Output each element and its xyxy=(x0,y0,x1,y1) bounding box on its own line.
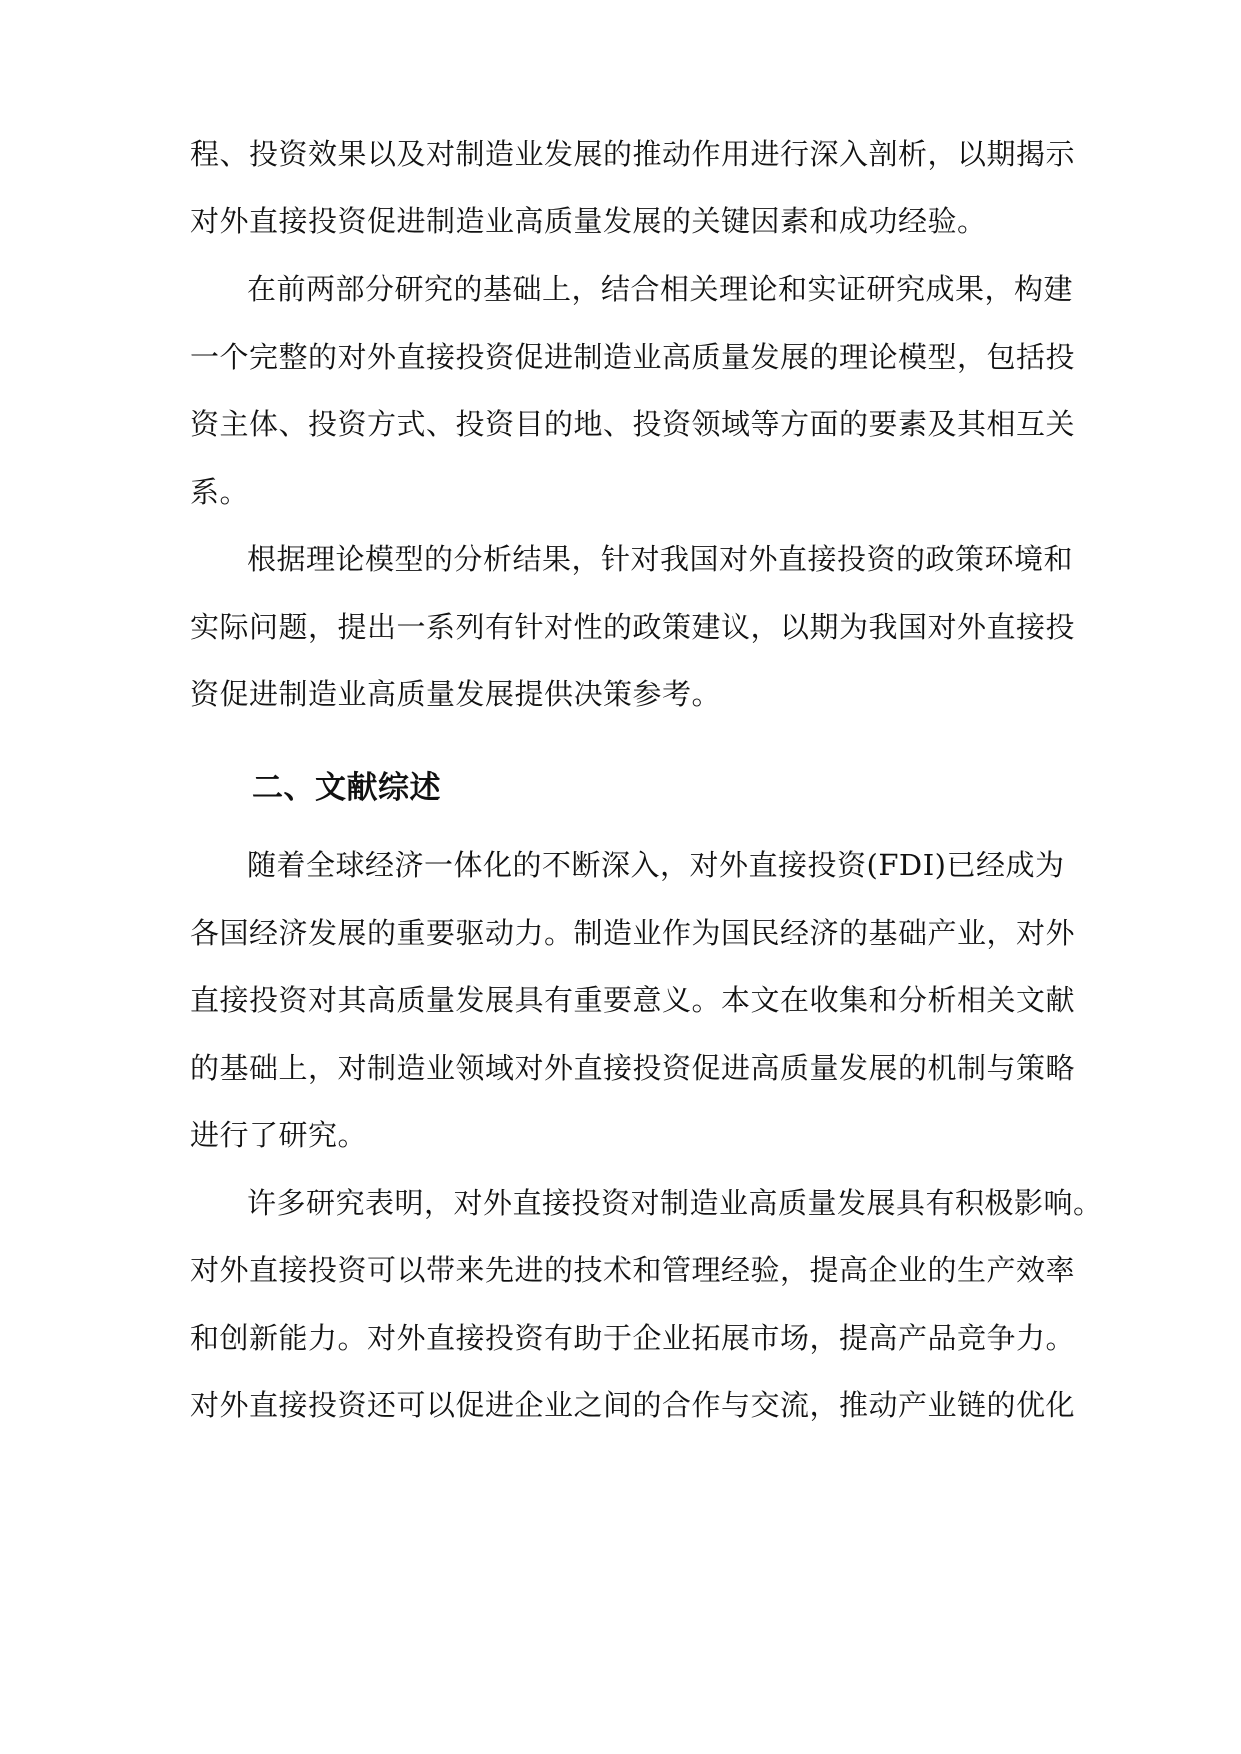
paragraph-line: 直接投资对其高质量发展具有重要意义。本文在收集和分析相关文献 xyxy=(190,983,1076,1017)
paragraph-line: 在前两部分研究的基础上，结合相关理论和实证研究成果，构建 xyxy=(247,272,1074,306)
paragraph-line: 实际问题，提出一系列有针对性的政策建议，以期为我国对外直接投 xyxy=(190,610,1076,644)
paragraph-line: 对外直接投资可以带来先进的技术和管理经验，提高企业的生产效率 xyxy=(190,1253,1076,1287)
paragraph-line: 随着全球经济一体化的不断深入，对外直接投资(FDI)已经成为 xyxy=(247,848,1065,882)
paragraph-line: 和创新能力。对外直接投资有助于企业拓展市场，提高产品竞争力。 xyxy=(190,1321,1076,1355)
paragraph-line: 对外直接投资还可以促进企业之间的合作与交流，推动产业链的优化 xyxy=(190,1388,1076,1422)
paragraph-line: 资促进制造业高质量发展提供决策参考。 xyxy=(190,677,722,711)
paragraph-line: 各国经济发展的重要驱动力。制造业作为国民经济的基础产业，对外 xyxy=(190,916,1076,950)
paragraph-line: 系。 xyxy=(190,475,250,509)
paragraph-line: 许多研究表明，对外直接投资对制造业高质量发展具有积极影响。 xyxy=(247,1186,1103,1220)
paragraph-line: 根据理论模型的分析结果，针对我国对外直接投资的政策环境和 xyxy=(247,542,1074,576)
paragraph-line: 一个完整的对外直接投资促进制造业高质量发展的理论模型，包括投 xyxy=(190,340,1076,374)
paragraph-line: 进行了研究。 xyxy=(190,1118,368,1152)
paragraph-line: 程、投资效果以及对制造业发展的推动作用进行深入剖析，以期揭示 xyxy=(190,137,1076,171)
paragraph-line: 对外直接投资促进制造业高质量发展的关键因素和成功经验。 xyxy=(190,204,987,238)
paragraph-line: 的基础上，对制造业领域对外直接投资促进高质量发展的机制与策略 xyxy=(190,1051,1076,1085)
paragraph-line: 资主体、投资方式、投资目的地、投资领域等方面的要素及其相互关 xyxy=(190,407,1076,441)
section-heading: 二、文献综述 xyxy=(252,770,441,806)
